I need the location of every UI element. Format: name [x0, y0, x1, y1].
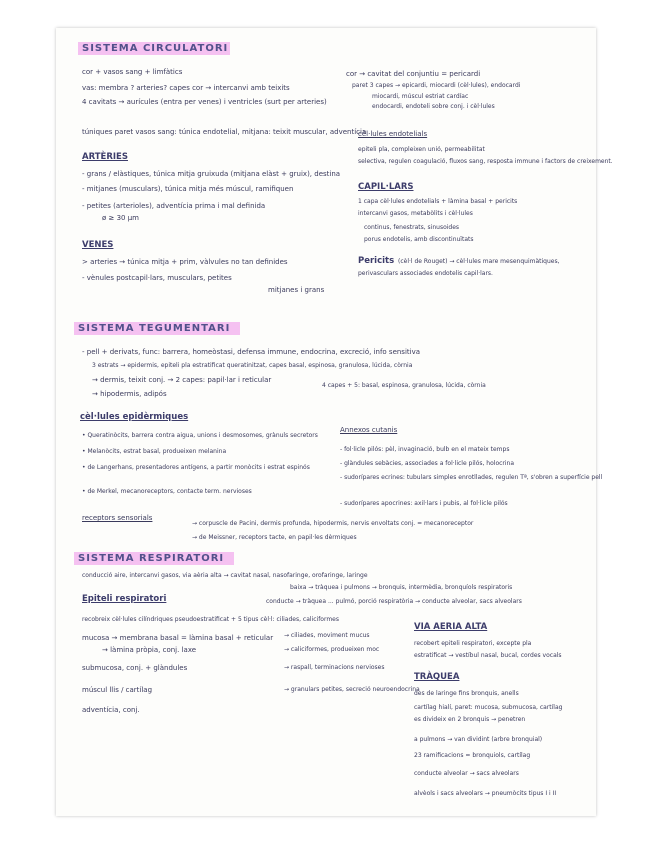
note-line: mucosa → membrana basal = làmina basal + reticular [82, 634, 274, 642]
note-line: múscul llis / cartílag [82, 686, 153, 694]
note-line: > arteries → túnica mitja + prim, vàlvules no tan definides [82, 258, 288, 266]
note-line: → granulars petites, secreció neuroendocrina [284, 686, 420, 693]
note-line: epiteli pla, compleixen unió, permeabilitat [358, 146, 485, 153]
note-line: • de Langerhans, presentadores antígens, a partir monòcits i estrat espinós [82, 464, 310, 471]
note-line: - glàndules sebàcies, associades a fol·licle pilós, holocrina [340, 460, 515, 467]
note-line: miocardi, múscul estriat cardíac [372, 93, 469, 100]
note-line: es divideix en 2 bronquis → penetren [414, 716, 526, 723]
note-line: 4 cavitats → aurícules (entra per venes) i ventricles (surt per arteries) [82, 98, 327, 106]
note-line: 23 ramificacions = bronquiols, cartílag [414, 752, 531, 759]
subtitle-annexos: Annexos cutanis [340, 426, 398, 434]
subtitle-cel-endotelials: cèl·lules endotelials [358, 130, 428, 138]
note-line: (cèl·l de Rouget) → cèl·lules mare mesenquimàtiques, [398, 258, 560, 265]
note-line: porus endotelis, amb discontinuïtats [364, 236, 474, 243]
note-line: → corpuscle de Pacini, dermis profunda, hipodermis, nervis envoltats conj. = mecanoreceptor [192, 520, 474, 527]
note-line: - vènules postcapil·lars, musculars, petites [82, 274, 232, 282]
note-line: vas: membra ? arteries? capes cor → intercanvi amb teixits [82, 84, 290, 92]
note-line: conducció aire, intercanvi gasos, via aèria alta → cavitat nasal, nasofaringe, orofaringe, laringe [82, 572, 368, 579]
note-line: - sudorípares ecrines: tubulars simples enrotllades, regulen Tª, s'obren a superfície pell [340, 474, 603, 481]
note-line: intercanvi gasos, metabòlits i cèl·lules [358, 210, 473, 217]
note-line: → ciliades, moviment mucus [284, 632, 370, 639]
note-line: cor + vasos sang + limfàtics [82, 68, 183, 76]
subtitle-capil-lars: CAPIL·LARS [358, 182, 414, 192]
note-line: conducte alveolar → sacs alveolars [414, 770, 519, 777]
note-line: selectiva, regulen coagulació, fluxos sang, resposta immune i factors de creixement. [358, 158, 613, 165]
note-line: recobreix cèl·lules cilíndriques pseudoestratificat + 5 tipus cèl·l: ciliades, caliciformes [82, 616, 340, 623]
subtitle-epiteli: Epiteli respiratori [82, 594, 167, 604]
subtitle-receptors: receptors sensorials [82, 514, 153, 522]
note-line: continus, fenestrats, sinusoides [364, 224, 460, 231]
note-line: → raspall, terminacions nervioses [284, 664, 385, 671]
note-line: 3 estrats → epidermis, epiteli pla estratificat queratinitzat, capes basal, espinosa, granulosa, lúcida, còrnia [92, 362, 413, 369]
note-line: → dermis, teixit conj. → 2 capes: papil·lar i reticular [92, 376, 272, 384]
note-line: cartílag hialí, paret: mucosa, submucosa, cartílag [414, 704, 563, 711]
note-line: 4 capes + 5: basal, espinosa, granulosa, lúcida, còrnia [322, 382, 486, 389]
note-line: a pulmons → van dividint (arbre bronquial) [414, 736, 543, 743]
note-line: alvèols i sacs alveolars → pneumòcits tipus I i II [414, 790, 557, 797]
note-line: - mitjanes (musculars), túnica mitja més múscul, ramifiquen [82, 185, 294, 193]
note-line: conducte → tràquea ... pulmó, porció respiratòria → conducte alveolar, sacs alveolars [266, 598, 522, 605]
note-line: • Melanòcits, estrat basal, produeixen melanina [82, 448, 227, 455]
note-line: estratificat → vestíbul nasal, bucal, cordes vocals [414, 652, 562, 659]
note-line: → de Meissner, receptors tacte, en papil·les dèrmiques [192, 534, 357, 541]
section-title-tegumentari: SISTEMA TEGUMENTARI [78, 323, 231, 334]
note-line: cor → cavitat del conjuntiu = pericardi [346, 70, 481, 78]
subtitle-traquea: TRÀQUEA [414, 672, 460, 682]
note-line: • de Merkel, mecanoreceptors, contacte term. nervioses [82, 488, 252, 495]
note-line: recobert epiteli respiratori, excepte pla [414, 640, 532, 647]
note-line: mitjanes i grans [268, 286, 325, 294]
note-line: 1 capa cèl·lules endotelials + làmina basal + pericits [358, 198, 518, 205]
note-line: - petites (arterioles), adventícia prima i mal definida [82, 202, 266, 210]
section-title-respiratori: SISTEMA RESPIRATORI [78, 553, 225, 564]
subtitle-via-aeria: VIA AERIA ALTA [414, 622, 488, 632]
note-line: - sudorípares apocrines: axil·lars i pubis, al fol·licle pilós [340, 500, 508, 507]
note-line: - fol·licle pilós: pèl, invaginació, bulb en el mateix temps [340, 446, 510, 453]
subtitle-cel-epidermiques: cèl·lules epidèrmiques [80, 412, 189, 422]
note-line: → hipodermis, adipós [92, 390, 167, 398]
subtitle-venes: VENES [82, 240, 114, 250]
note-line: paret 3 capes → epicardi, miocardi (cèl·lules), endocardi [352, 82, 521, 89]
note-line: des de laringe fins bronquis, anells [414, 690, 519, 697]
note-line: adventícia, conj. [82, 706, 140, 714]
note-line: - grans / elàstiques, túnica mitja gruixuda (mitjana elàst + gruix), destina [82, 170, 341, 178]
note-line: → caliciformes, produeixen moc [284, 646, 380, 653]
note-line: • Queratinòcits, barrera contra aigua, unions i desmosomes, grànuls secretors [82, 432, 318, 439]
note-line: perivasculars associades endotelis capil·lars. [358, 270, 493, 277]
label-pericits: Pericits [358, 256, 395, 266]
note-line: túniques paret vasos sang: túnica endotelial, mitjana: teixit muscular, adventícia [82, 128, 367, 136]
note-line: ø ≥ 30 µm [102, 214, 140, 222]
note-line: baixa → tràquea i pulmons → bronquis, intermèdia, bronquíols respiratoris [290, 584, 513, 591]
note-line: → làmina pròpia, conj. laxe [102, 646, 197, 654]
note-line: - pell + derivats, func: barrera, homeòstasi, defensa immune, endocrina, excreció, info sensitiva [82, 348, 421, 356]
section-title-circulatori: SISTEMA CIRCULATORI [82, 43, 229, 54]
note-line: submucosa, conj. + glàndules [82, 664, 188, 672]
subtitle-arteries: ARTÈRIES [82, 152, 128, 162]
note-line: endocardi, endoteli sobre conj. i cèl·lules [372, 103, 495, 110]
